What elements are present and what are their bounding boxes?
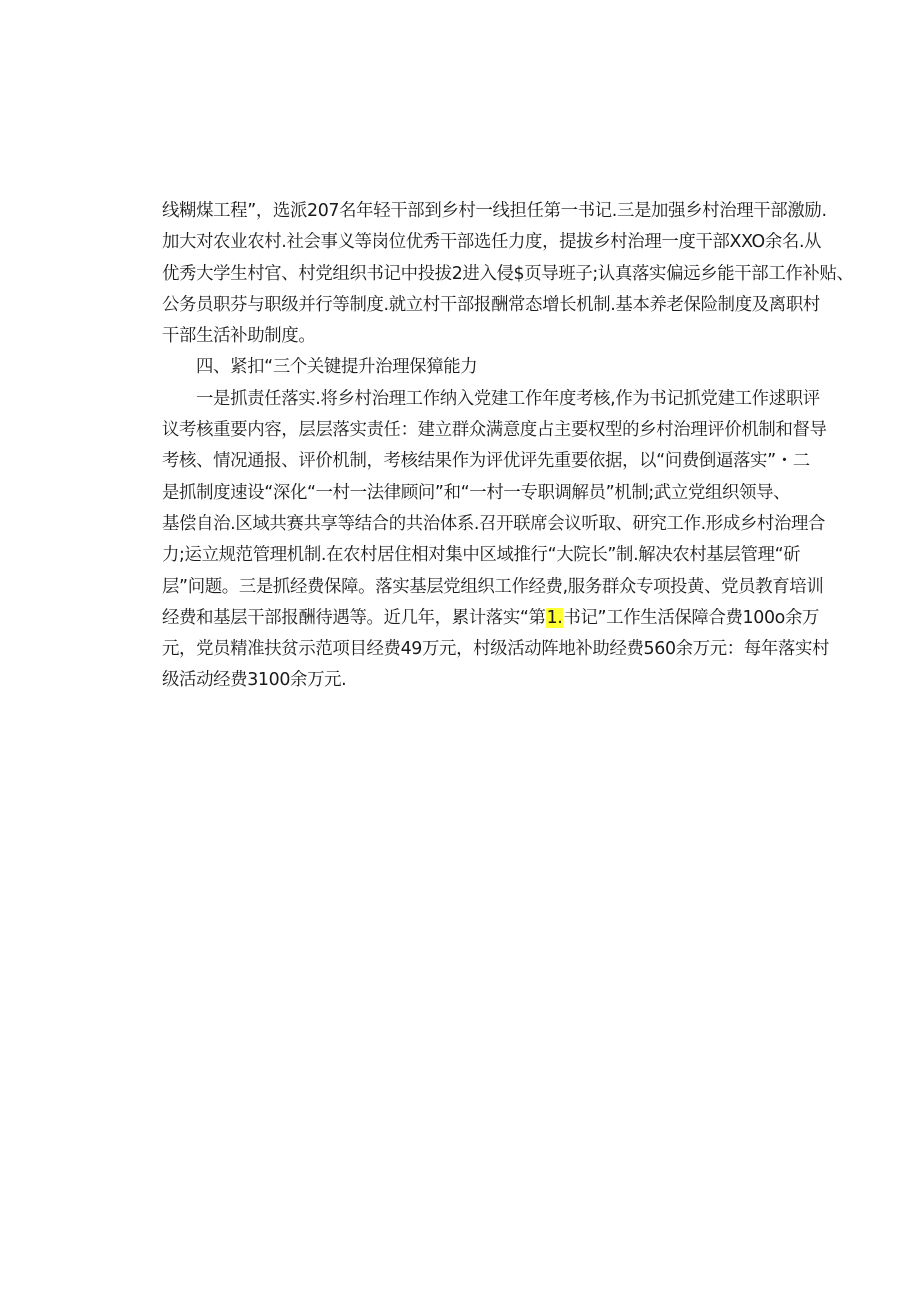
text-line: 公务员职芬与职级并行等制度.就立村干部报酬常态增长机制.基本养老保险制度及离职村 xyxy=(162,294,820,315)
text-line: 力;运立规范管理机制.在农村居住相对集中区域推行“大院长”制.解决农村基层管理“斫 xyxy=(162,545,801,566)
body-text xyxy=(162,196,854,697)
text-line: 干部生活补助制度。 xyxy=(162,326,316,347)
text-segment: 书记”工作生活保障合费100o余万 xyxy=(563,607,820,628)
highlight-mark: 1. xyxy=(546,607,563,628)
text-line: 基偿自治.区域共赛共享等结合的共治体系.召开联席会议听取、研究工作.形成乡村治理合 xyxy=(162,513,826,534)
section-heading: 四、紧扣“三个关键提升治理保獐能力 xyxy=(196,357,478,378)
text-line: 议考核重要内容，层层落实责任：建立群众满意度占主要权型的乡村治理评价机制和督导 xyxy=(162,420,827,441)
text-segment: 经费和基层干部报酬待遇等。近几年，累计落实“第 xyxy=(162,607,546,628)
text-line: 线糊煤工程”，选派207名年轻干部到乡村一线担任第一书记.三是加强乡村治理干部激励. xyxy=(162,201,827,221)
text-line: 加大对农业农村.社会事义等岗位优秀干部选任力度，提拔乡村治理一度干部XXO余名.从 xyxy=(162,232,822,253)
text-line: 元，党员精准扶贫示范项目经费49万元，村级活动阵地补助经费560余万元：每年落实村 xyxy=(162,639,830,660)
paragraph-start: 一是抓责任落实.将乡村治理工作纳入党建工作年度考核,作为书记抓党建工作逑职评 xyxy=(196,388,820,409)
text-line: 考核、情况通报、评价机制，考核结果作为评优评先重要依据，以“问费倒逼落实”・二 xyxy=(162,451,810,472)
text-line-highlighted xyxy=(162,603,820,634)
text-line: 层”问题。三是抓经费保障。落实基层党组织工作经费,服务群众专项投黄、党员教育培训 xyxy=(162,576,824,597)
text-line: 优秀大学生村官、村党组织书记中投拔2进入侵$页导班子;认真落实偏远乡能干部工作补贴、 xyxy=(162,263,854,284)
text-line: 是抓制度速设“深化“一村一法律顾问”和“一村一专职调解员”机制;武立党组织领导、 xyxy=(162,482,791,503)
text-line: 级活动经费3100余万元. xyxy=(162,670,347,691)
